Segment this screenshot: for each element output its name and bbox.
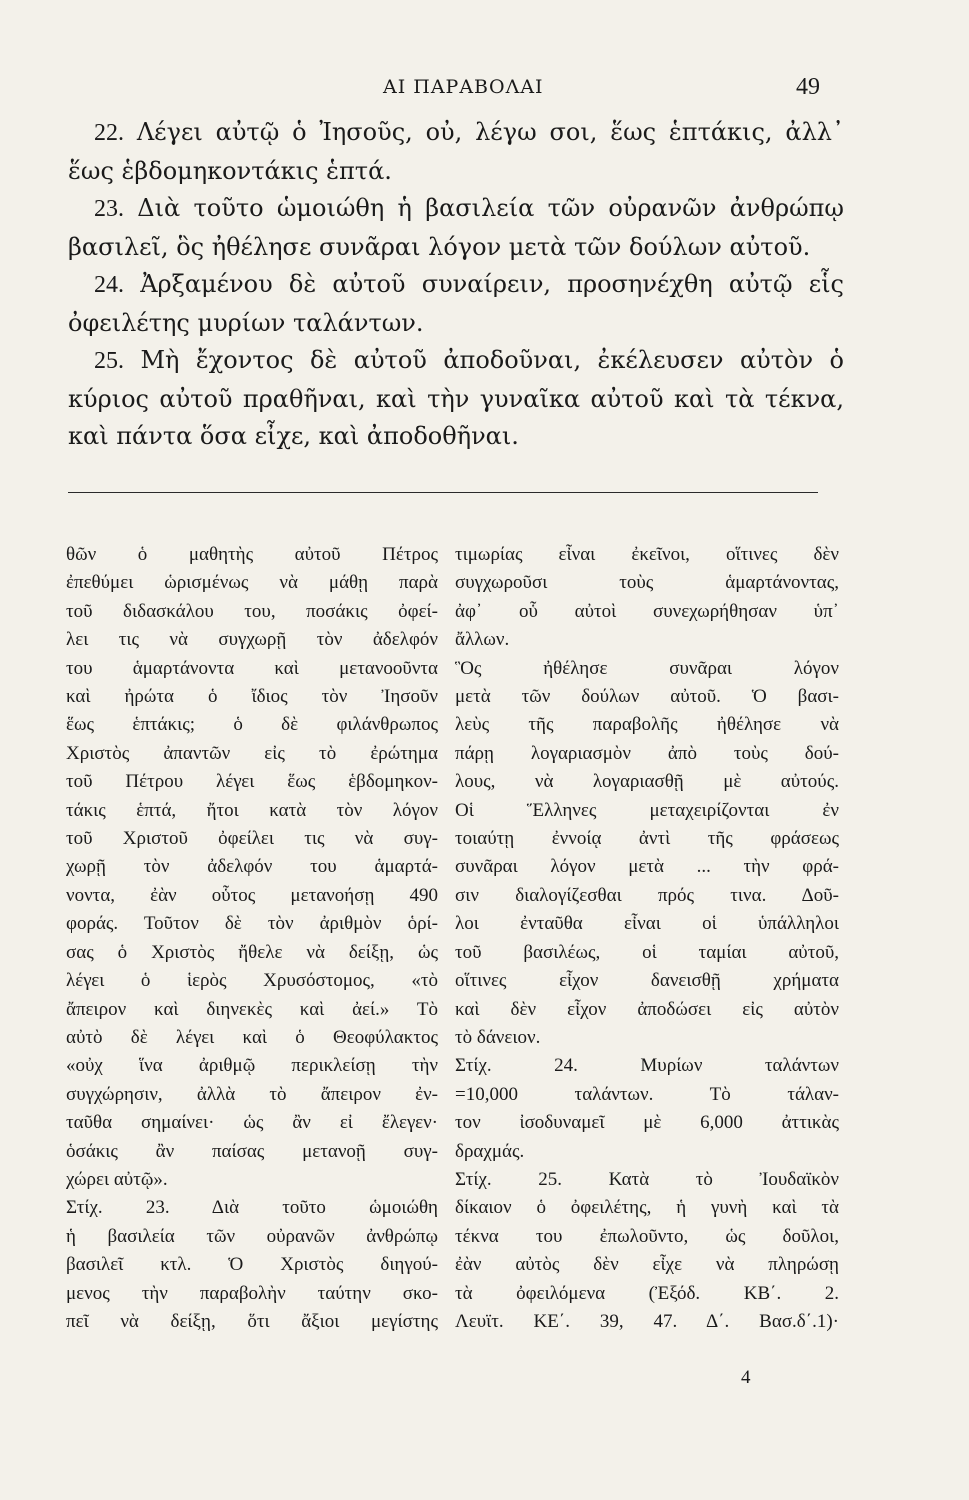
footnote-line: ἄλλων.: [455, 629, 510, 651]
footnote-line: τοιαύτῃ ἐννοίᾳ ἀντὶ τῆς φράσεως: [455, 828, 839, 850]
footnote-line: Στίχ. 24. Μυρίων ταλάντων: [455, 1055, 839, 1077]
footnote-line: λει τις νὰ συγχωρῇ τὸν ἀδελφόν: [66, 629, 438, 651]
verse-23: [68, 190, 844, 266]
footnote-line: λεὺς τῆς παραβολῆς ἠθέλησε νὰ: [455, 714, 839, 736]
footnote-line: δίκαιον ὁ ὀφειλέτης, ἡ γυνὴ καὶ τὰ: [455, 1197, 839, 1219]
footnote-line: =10,000 ταλάντων. Τὸ τάλαν-: [455, 1083, 839, 1105]
footnote-line: συνᾶραι λόγον μετὰ ... τὴν φρά-: [455, 856, 839, 878]
footnote-line: χώρει αὐτῷ».: [66, 1168, 168, 1190]
page-number: 49: [796, 74, 820, 100]
footnote-line: μετὰ τῶν δούλων αὐτοῦ. Ὁ βασι-: [455, 686, 839, 708]
verse-text: Διὰ τοῦτο ὡμοιώθη ἡ βασιλεία τῶν οὐρανῶν ἀνθρώπῳ βασιλεῖ, ὃς ἠθέλησε συνᾶραι λόγον μετὰ τῶν δούλων αὐτοῦ.: [68, 194, 844, 261]
footnote-line: δραχμάς.: [455, 1140, 525, 1162]
footnote-line: πεῖ νὰ δείξῃ, ὅτι ἄξιοι μεγίστης: [66, 1310, 438, 1332]
footnote-line: ἐὰν αὐτὸς δὲν εἶχε νὰ πληρώσῃ: [455, 1254, 839, 1276]
footnote-line: λέγει ὁ ἱερὸς Χρυσόστομος, «τὸ: [66, 970, 438, 992]
verse-25: [68, 342, 844, 456]
footnote-line: ἀφ᾽ οὗ αὐτοὶ συνεχωρήθησαν ὑπ᾽: [455, 600, 839, 622]
footnote-line: καὶ ἠρώτα ὁ ἴδιος τὸν Ἰησοῦν: [66, 686, 438, 708]
footnote-line: Οἱ Ἕλληνες μεταχειρίζονται ἐν: [455, 799, 839, 821]
footnote-line: ἡ βασιλεία τῶν οὐρανῶν ἀνθρώπῳ: [66, 1225, 438, 1247]
footnote-line: «οὐχ ἵνα ἀριθμῷ περικλείσῃ τὴν: [66, 1055, 438, 1077]
footnote-line: τάκις ἑπτά, ἤτοι κατὰ τὸν λόγον: [66, 799, 438, 821]
verse-number: 22.: [94, 120, 124, 146]
running-head: [0, 74, 969, 104]
footnote-line: Χριστὸς ἀπαντῶν εἰς τὸ ἐρώτημα: [66, 742, 438, 764]
footnote-line: ἕως ἑπτάκις; ὁ δὲ φιλάνθρωπος: [66, 714, 438, 736]
footnote-line: λοι ἐνταῦθα εἶναι οἱ ὑπάλληλοι: [455, 913, 839, 935]
verse-24: [68, 266, 844, 342]
running-title: ΑΙ ΠΑΡΑΒΟΛΑΙ: [383, 76, 544, 98]
footnote-line: ταῦθα σημαίνει· ὡς ἂν εἰ ἔλεγεν·: [66, 1112, 438, 1134]
footnote-column-left: [66, 541, 438, 1381]
footnote-line: Ὃς ἠθέλησε συνᾶραι λόγον: [455, 657, 839, 679]
footnote-line: μενος τὴν παραβολὴν ταύτην σκο-: [66, 1282, 438, 1304]
footnote-line: Λευϊτ. ΚΕ΄. 39, 47. Δ΄. Βασ.δ΄.1)·: [455, 1310, 839, 1332]
footnote-line: τέκνα του ἐπωλοῦντο, ὡς δοῦλοι,: [455, 1225, 839, 1247]
footnote-line: χωρῇ τὸν ἀδελφόν του ἁμαρτά-: [66, 856, 438, 878]
verse-number: 23.: [94, 196, 124, 222]
footnote-line: τον ἰσοδυναμεῖ μὲ 6,000 ἀττικὰς: [455, 1112, 839, 1134]
footnote-line: βασιλεῖ κτλ. Ὁ Χριστὸς διηγού-: [66, 1254, 438, 1276]
footnote-line: καὶ δὲν εἶχον ἀποδώσει εἰς αὐτὸν: [455, 998, 839, 1020]
footnote-line: Στίχ. 25. Κατὰ τὸ Ἰουδαϊκὸν: [455, 1168, 839, 1190]
footnote-line: τοῦ διδασκάλου του, ποσάκις ὀφεί-: [66, 600, 438, 622]
footnote-line: λους, νὰ λογαριασθῇ μὲ αὐτούς.: [455, 771, 839, 793]
footnote-line: σιν διαλογίζεσθαι πρός τινα. Δοῦ-: [455, 884, 839, 906]
footnote-line: τοῦ Πέτρου λέγει ἕως ἑβδομηκον-: [66, 771, 438, 793]
footnote-line: πάρῃ λογαριασμὸν ἀπὸ τοὺς δού-: [455, 742, 839, 764]
footnote-line: τὸ δάνειον.: [455, 1026, 541, 1048]
footnote-separator-rule: [68, 492, 818, 493]
footnote-line: τοῦ Χριστοῦ ὀφείλει τις νὰ συγ-: [66, 828, 438, 850]
verse-number: 25.: [94, 348, 124, 374]
footnote-line: Στίχ. 23. Διὰ τοῦτο ὡμοιώθη: [66, 1197, 438, 1219]
footnote-line: ὁσάκις ἂν παίσας μετανοῇ συγ-: [66, 1140, 438, 1162]
verse-number: 24.: [94, 272, 124, 298]
verse-22: [68, 114, 844, 190]
footnote-line: ἄπειρον καὶ διηνεκὲς καὶ ἀεί.» Τὸ: [66, 998, 438, 1020]
footnote-line: ἐπεθύμει ὡρισμένως νὰ μάθῃ παρὰ: [66, 572, 438, 594]
verse-block: [68, 114, 844, 456]
footnote-line: τὰ ὀφειλόμενα (Ἐξόδ. ΚΒ΄. 2.: [455, 1282, 839, 1304]
footnote-line: συγχώρησιν, ἀλλὰ τὸ ἄπειρον ἐν-: [66, 1083, 438, 1105]
footnote-line: τοῦ βασιλέως, οἱ ταμίαι αὐτοῦ,: [455, 941, 839, 963]
footnote-column-right: [455, 541, 839, 1381]
footnote-line: του ἁμαρτάνοντα καὶ μετανοοῦντα: [66, 657, 438, 679]
verse-text: Ἀρξαμένου δὲ αὐτοῦ συναίρειν, προσηνέχθη αὐτῷ εἷς ὀφειλέτης μυρίων ταλάντων.: [68, 270, 844, 337]
footnote-line: οἵτινες εἶχον δανεισθῇ χρήματα: [455, 970, 839, 992]
signature-mark: 4: [741, 1367, 751, 1388]
footnote-line: θῶν ὁ μαθητὴς αὐτοῦ Πέτρος: [66, 544, 438, 565]
footnote-line: σας ὁ Χριστὸς ἤθελε νὰ δείξῃ, ὡς: [66, 941, 438, 963]
footnote-line: τιμωρίας εἶναι ἐκεῖνοι, οἵτινες δὲν: [455, 544, 839, 565]
footnote-line: νοντα, ἐὰν οὗτος μετανοήσῃ 490: [66, 884, 438, 906]
verse-text: Μὴ ἔχοντος δὲ αὐτοῦ ἀποδοῦναι, ἐκέλευσεν αὐτὸν ὁ κύριος αὐτοῦ πραθῆναι, καὶ τὴν γυναῖκα αὐτοῦ καὶ τὰ τέκνα, καὶ πάντα ὅσα εἶχε, καὶ ἀποδοθῆναι.: [68, 346, 844, 450]
verse-text: Λέγει αὐτῷ ὁ Ἰησοῦς, οὐ, λέγω σοι, ἕως ἑπτάκις, ἀλλ᾽ ἕως ἑβδομηκοντάκις ἑπτά.: [68, 118, 844, 185]
footnote-line: συγχωροῦσι τοὺς ἁμαρτάνοντας,: [455, 572, 839, 594]
footnote-line: αὐτὸ δὲ λέγει καὶ ὁ Θεοφύλακτος: [66, 1026, 438, 1048]
footnote-line: φοράς. Τοῦτον δὲ τὸν ἀριθμὸν ὁρί-: [66, 913, 438, 935]
